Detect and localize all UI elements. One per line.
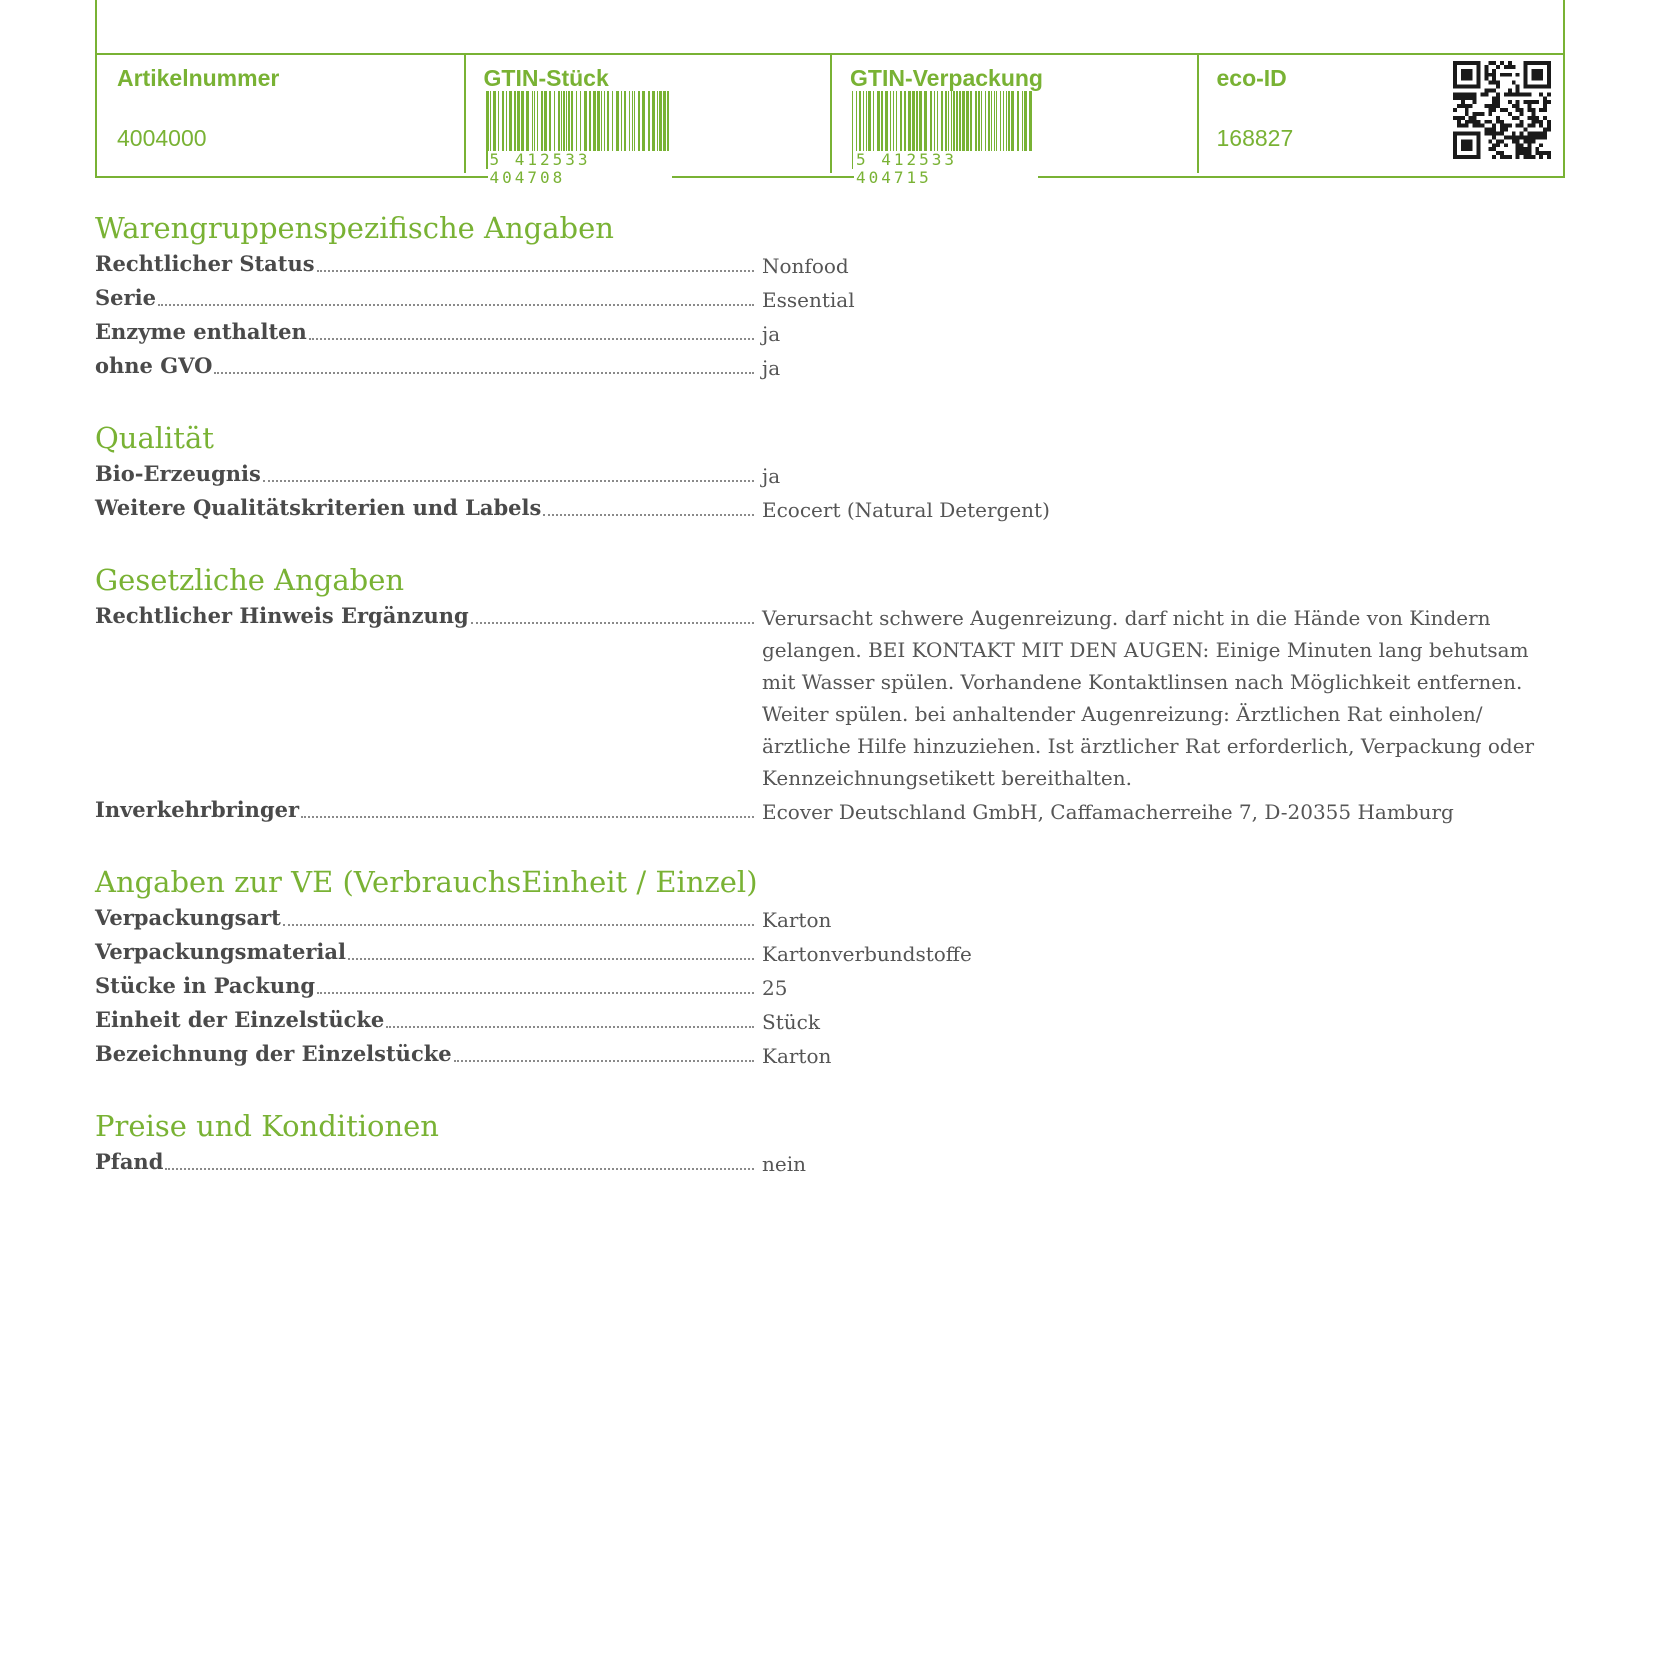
spec-label: Verpackungsart xyxy=(95,905,281,930)
label-column xyxy=(95,794,762,824)
section-title: Preise und Konditionen xyxy=(95,1109,439,1143)
spec-value: Kartonverbundstoffe xyxy=(762,942,972,966)
label-column xyxy=(95,248,762,278)
dot-leader xyxy=(317,991,754,994)
spec-row xyxy=(95,970,1565,1004)
spec-row xyxy=(95,248,1565,282)
spec-content xyxy=(95,208,1565,1214)
label-column xyxy=(95,902,762,932)
label-column xyxy=(95,970,762,1000)
spec-row xyxy=(95,794,1565,828)
header-row xyxy=(97,53,1563,187)
dot-leader xyxy=(158,303,754,306)
label-column xyxy=(95,1146,762,1176)
artikelnummer-value: 4004000 xyxy=(117,125,207,151)
spec-label: Verpackungsmaterial xyxy=(95,939,346,964)
spec-row xyxy=(95,1004,1565,1038)
spec-value: Nonfood xyxy=(762,254,849,278)
dot-leader xyxy=(471,621,754,624)
eco-id-value: 168827 xyxy=(1216,125,1294,151)
label-column xyxy=(95,1004,762,1034)
gtin-verpackung-label: GTIN-Verpackung xyxy=(850,65,1043,91)
gtin-verpackung-barcode-icon xyxy=(848,91,1038,187)
spec-row xyxy=(95,936,1565,970)
section xyxy=(95,560,1565,828)
spec-value: Karton xyxy=(762,908,832,932)
spec-row xyxy=(95,902,1565,936)
cell-eco-id xyxy=(1197,55,1564,178)
label-column xyxy=(95,1038,762,1068)
spec-label: Rechtlicher Status xyxy=(95,251,315,276)
spec-row xyxy=(95,350,1565,384)
gtin-verpackung-digits: 5 412533 404715 xyxy=(854,151,1038,187)
spec-row xyxy=(95,1038,1565,1072)
product-header xyxy=(95,0,1565,187)
dot-leader xyxy=(543,513,754,516)
spec-value: ja xyxy=(762,356,781,380)
dot-leader xyxy=(283,923,754,926)
spec-value: ja xyxy=(762,464,781,488)
spec-value: Essential xyxy=(762,288,855,312)
dot-leader xyxy=(348,957,754,960)
spec-value: Verursacht schwere Augenreizung. darf nicht in die Hände von Kindern gelangen. BEI KONTAKT MIT DEN AUGEN: Einige Minuten lang behutsam mit Wasser spülen. Vorhandene Kontaktlinsen nach Möglichkeit entfernen. Weiter spülen. bei anhaltender Augenreizung: Ärztlichen Rat einholen/ärztliche Hilfe hinzuziehen. Ist ärztlicher Rat erforderlich, Verpackung oder Kennzeichnungsetikett bereithalten. xyxy=(762,606,1535,790)
spec-value: Ecover Deutschland GmbH, Caffamacherreihe 7, D-20355 Hamburg xyxy=(762,800,1454,824)
spec-row xyxy=(95,1146,1565,1180)
cell-gtin-stueck xyxy=(464,55,831,187)
spec-value: nein xyxy=(762,1152,806,1176)
label-column xyxy=(95,458,762,488)
cell-artikelnummer xyxy=(97,55,464,178)
section xyxy=(95,1106,1565,1180)
cell-gtin-verpackung xyxy=(830,55,1197,187)
gtin-stueck-digits: 5 412533 404708 xyxy=(488,151,672,187)
dot-leader xyxy=(454,1059,754,1062)
section-title: Angaben zur VE (VerbrauchsEinheit / Einzel) xyxy=(95,865,758,899)
label-column xyxy=(95,600,762,630)
section-title: Warengruppenspezifische Angaben xyxy=(95,211,614,245)
spec-value: Karton xyxy=(762,1044,832,1068)
spec-row xyxy=(95,492,1565,526)
section xyxy=(95,208,1565,384)
spec-value: 25 xyxy=(762,976,788,1000)
label-column xyxy=(95,282,762,312)
spec-value: Stück xyxy=(762,1010,820,1034)
spec-label: Pfand xyxy=(95,1149,164,1174)
spec-label: Bio-Erzeugnis xyxy=(95,461,261,486)
qr-code-icon xyxy=(1453,61,1551,159)
spec-label: ohne GVO xyxy=(95,353,213,378)
artikelnummer-label: Artikelnummer xyxy=(117,65,280,91)
spec-label: Einheit der Einzelstücke xyxy=(95,1007,385,1032)
spec-label: Stücke in Packung xyxy=(95,973,316,998)
label-column xyxy=(95,350,762,380)
section-title: Gesetzliche Angaben xyxy=(95,563,405,597)
spec-label: Bezeichnung der Einzelstücke xyxy=(95,1041,452,1066)
spec-row xyxy=(95,458,1565,492)
spec-label: Serie xyxy=(95,285,156,310)
spec-label: Inverkehrbringer xyxy=(95,797,300,822)
label-column xyxy=(95,316,762,346)
section-title: Qualität xyxy=(95,421,214,455)
spec-row xyxy=(95,600,1565,794)
dot-leader xyxy=(317,269,754,272)
section xyxy=(95,862,1565,1072)
spec-value: ja xyxy=(762,322,781,346)
dot-leader xyxy=(301,815,754,818)
dot-leader xyxy=(214,371,754,374)
dot-leader xyxy=(386,1025,754,1028)
dot-leader xyxy=(165,1167,754,1170)
gtin-stueck-label: GTIN-Stück xyxy=(483,65,609,91)
spec-row xyxy=(95,282,1565,316)
spec-value: Ecocert (Natural Detergent) xyxy=(762,498,1050,522)
spec-label: Weitere Qualitätskriterien und Labels xyxy=(95,495,542,520)
label-column xyxy=(95,936,762,966)
eco-id-label: eco-ID xyxy=(1216,65,1287,91)
dot-leader xyxy=(263,479,754,482)
dot-leader xyxy=(309,337,754,340)
section xyxy=(95,418,1565,526)
label-column xyxy=(95,492,762,522)
spec-row xyxy=(95,316,1565,350)
spec-label: Enzyme enthalten xyxy=(95,319,307,344)
spec-label: Rechtlicher Hinweis Ergänzung xyxy=(95,603,469,628)
gtin-stueck-barcode-icon xyxy=(482,91,672,187)
